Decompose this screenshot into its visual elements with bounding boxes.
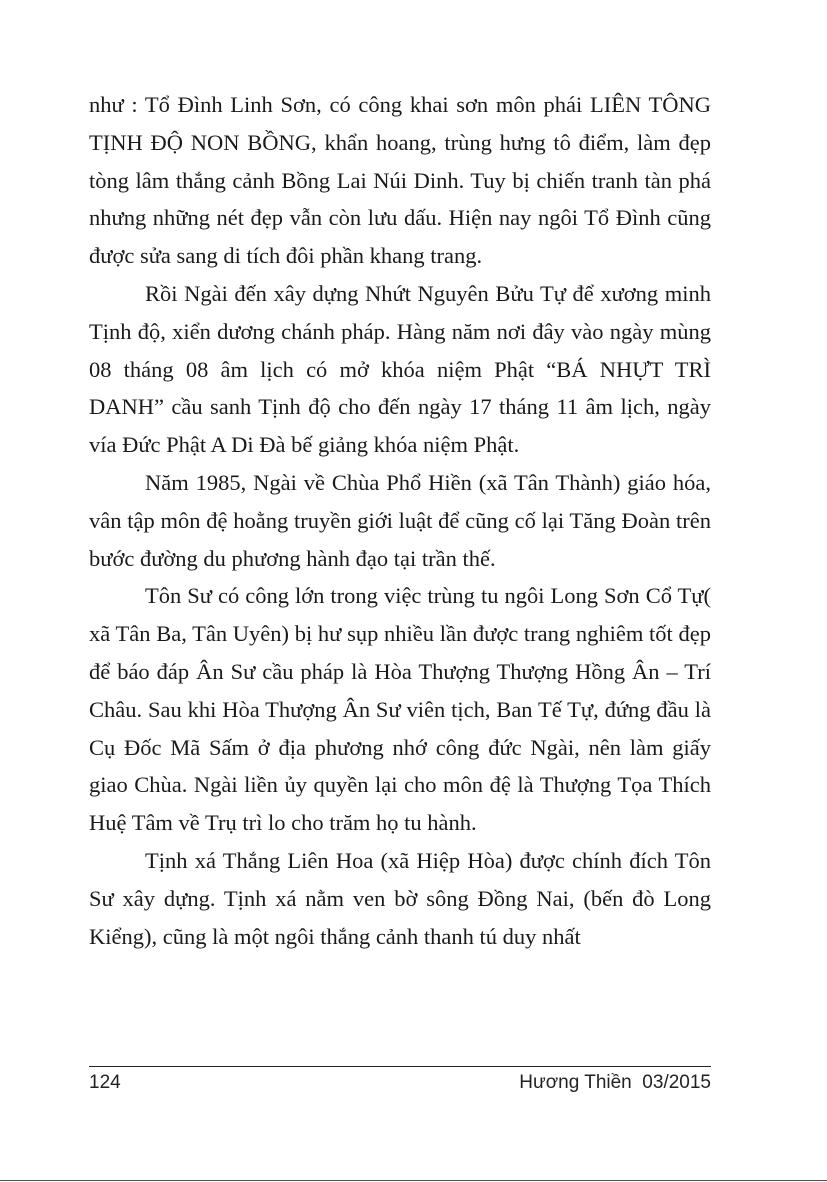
paragraph-1: như : Tổ Đình Linh Sơn, có công khai sơn môn phái LIÊN TÔNG TỊNH ĐỘ NON BỒNG, khẩn hoang, trùng hưng tô điểm, làm đẹp tòng lâm thắng cảnh Bồng Lai Núi Dinh. Tuy bị chiến tranh tàn phá nhưng những nét đẹp vẫn còn lưu dấu. Hiện nay ngôi Tổ Đình cũng được sửa sang di tích đôi phần khang trang. xyxy=(89,92,711,269)
paragraph-4: Tôn Sư có công lớn trong việc trùng tu ngôi Long Sơn Cổ Tự( xã Tân Ba, Tân Uyên) bị hư sụp nhiều lần được trang nghiêm tốt đẹp để báo đáp Ân Sư cầu pháp là Hòa Thượng Thượng Hồng Ân – Trí Châu. Sau khi Hòa Thượng Ân Sư viên tịch, Ban Tế Tự, đứng đầu là Cụ Đốc Mã Sấm ở địa phương nhớ công đức Ngài, nên làm giấy giao Chùa. Ngài liền ủy quyền lại cho môn đệ là Thượng Tọa Thích Huệ Tâm về Trụ trì lo cho trăm họ tu hành. xyxy=(89,583,711,836)
paragraph-5: Tịnh xá Thắng Liên Hoa (xã Hiệp Hòa) được chính đích Tôn Sư xây dựng. Tịnh xá nằm ven bờ sông Đồng Nai, (bến đò Long Kiểng), cũng là một ngôi thắng cảnh thanh tú duy nhất xyxy=(89,847,711,949)
page-edge-divider xyxy=(0,1180,827,1181)
page-number: 124 xyxy=(89,1072,121,1093)
body-text xyxy=(89,86,711,955)
magazine-issue: Hương Thiền 03/2015 xyxy=(519,1072,711,1093)
paragraph-3: Năm 1985, Ngài về Chùa Phổ Hiền (xã Tân Thành) giáo hóa, vân tập môn đệ hoằng truyền giới luật để cũng cố lại Tăng Đoàn trên bước đường du phương hành đạo tại trần thế. xyxy=(89,469,711,571)
footer-rule xyxy=(89,1066,711,1067)
page-footer xyxy=(89,1072,711,1098)
paragraph-2: Rồi Ngài đến xây dựng Nhứt Nguyên Bửu Tự để xương minh Tịnh độ, xiển dương chánh pháp. Hàng năm nơi đây vào ngày mùng 08 tháng 08 âm lịch có mở khóa niệm Phật “BÁ NHỰT TRÌ DANH” cầu sanh Tịnh độ cho đến ngày 17 tháng 11 âm lịch, ngày vía Đức Phật A Di Đà bế giảng khóa niệm Phật. xyxy=(89,280,711,458)
